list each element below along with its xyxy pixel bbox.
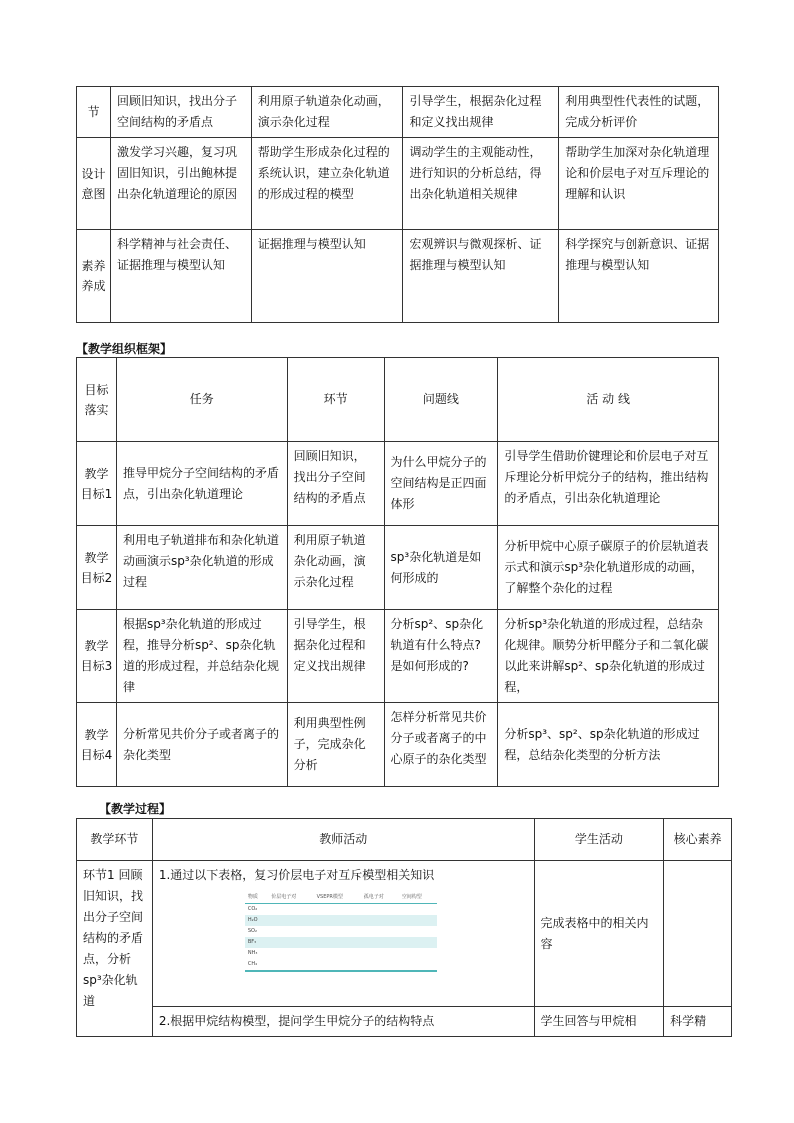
table-row	[77, 1007, 732, 1037]
row-label: 节	[77, 87, 111, 138]
table-row	[77, 230, 719, 323]
step-cell: 环节1 回顾旧知识，找出分子空间结构的矛盾点，分析sp³杂化轨道	[77, 861, 153, 1037]
mini-table-header	[245, 892, 437, 904]
teacher-activity-cell: 2.根据甲烷结构模型，提问学生甲烷分子的结构特点	[152, 1007, 534, 1037]
vsepr-table-figure	[245, 892, 437, 972]
question-cell: 怎样分析常见共价分子或者离子的中心原子的杂化类型	[384, 703, 498, 787]
mini-header: VSEPR模型	[314, 892, 361, 904]
table-header-row	[77, 358, 719, 442]
process-table	[76, 818, 732, 1037]
mini-header: 物质	[245, 892, 268, 904]
table-cell: 帮助学生加深对杂化轨道理论和价层电子对互斥理论的理解和认识	[559, 138, 719, 230]
table-header-row	[77, 819, 732, 861]
table-cell: 宏观辨识与微观探析、证据推理与模型认知	[403, 230, 559, 323]
header-step: 环节	[287, 358, 384, 442]
activity-cell: 分析sp³杂化轨道的形成过程，总结杂化规律。顺势分析甲醛分子和二氧化碳以此来讲解sp²、sp杂化轨道的形成过程，	[498, 610, 719, 703]
table-row	[77, 138, 719, 230]
mini-cell: BF₃	[245, 937, 268, 948]
mini-row	[245, 959, 437, 971]
mini-row	[245, 948, 437, 959]
header-step: 教学环节	[77, 819, 153, 861]
row-label-literacy: 素养养成	[77, 230, 111, 323]
framework-table	[76, 357, 719, 787]
mini-cell: CH₄	[245, 959, 268, 971]
table-cell: 科学精神与社会责任、证据推理与模型认知	[110, 230, 251, 323]
step-cell: 回顾旧知识，找出分子空间结构的矛盾点	[287, 442, 384, 526]
goal-cell: 教学目标2	[77, 526, 117, 610]
student-activity-cell: 学生回答与甲烷相	[534, 1007, 664, 1037]
table-cell: 利用原子轨道杂化动画，演示杂化过程	[251, 87, 403, 138]
mini-row	[245, 915, 437, 926]
activity-cell: 分析sp³、sp²、sp杂化轨道的形成过程，总结杂化类型的分析方法	[498, 703, 719, 787]
mini-header: 价层电子对	[268, 892, 313, 904]
table-row	[77, 442, 719, 526]
section-title-framework: 【教学组织框架】	[76, 342, 173, 356]
table-cell: 证据推理与模型认知	[251, 230, 403, 323]
header-goal: 目标落实	[77, 358, 117, 442]
question-cell: 为什么甲烷分子的空间结构是正四面体形	[384, 442, 498, 526]
header-teacher: 教师活动	[152, 819, 534, 861]
table-cell: 回顾旧知识，找出分子空间结构的矛盾点	[110, 87, 251, 138]
section-title-process: 【教学过程】	[99, 802, 172, 816]
table-row	[77, 861, 732, 1007]
activity-cell: 分析甲烷中心原子碳原子的价层轨道表示式和演示sp³杂化轨道形成的动画，了解整个杂化的过程	[498, 526, 719, 610]
table-row	[77, 610, 719, 703]
table-cell: 调动学生的主观能动性，进行知识的分析总结，得出杂化轨道相关规律	[403, 138, 559, 230]
table-cell: 科学探究与创新意识、证据推理与模型认知	[559, 230, 719, 323]
table-cell: 激发学习兴趣，复习巩固旧知识，引出鲍林提出杂化轨道理论的原因	[110, 138, 251, 230]
goal-cell: 教学目标3	[77, 610, 117, 703]
mini-header: 空间构型	[399, 892, 437, 904]
task-cell: 分析常见共价分子或者离子的杂化类型	[116, 703, 287, 787]
task-cell: 利用电子轨道排布和杂化轨道动画演示sp³杂化轨道的形成过程	[116, 526, 287, 610]
student-activity-cell: 完成表格中的相关内容	[534, 861, 664, 1007]
task-cell: 推导甲烷分子空间结构的矛盾点，引出杂化轨道理论	[116, 442, 287, 526]
mini-cell: H₂O	[245, 915, 268, 926]
question-cell: sp³杂化轨道是如何形成的	[384, 526, 498, 610]
task-cell: 根据sp³杂化轨道的形成过程，推导分析sp²、sp杂化轨道的形成过程，并总结杂化规律	[116, 610, 287, 703]
header-activity: 活 动 线	[498, 358, 719, 442]
table-row	[77, 526, 719, 610]
header-question: 问题线	[384, 358, 498, 442]
teacher-activity-cell	[152, 861, 534, 1007]
table-cell: 引导学生，根据杂化过程和定义找出规律	[403, 87, 559, 138]
header-core: 核心素养	[664, 819, 732, 861]
header-task: 任务	[116, 358, 287, 442]
mini-row	[245, 904, 437, 916]
objectives-table	[76, 86, 719, 323]
step-cell: 利用典型性例子，完成杂化分析	[287, 703, 384, 787]
mini-cell: CO₂	[247, 906, 258, 912]
step-cell: 利用原子轨道杂化动画，演示杂化过程	[287, 526, 384, 610]
goal-cell: 教学目标4	[77, 703, 117, 787]
mini-cell: NH₃	[247, 950, 258, 956]
core-cell	[664, 861, 732, 1007]
question-cell: 分析sp²、sp杂化轨道有什么特点?是如何形成的?	[384, 610, 498, 703]
table-cell: 帮助学生形成杂化过程的系统认识，建立杂化轨道的形成过程的模型	[251, 138, 403, 230]
table-row	[77, 703, 719, 787]
core-cell: 科学精	[664, 1007, 732, 1037]
mini-header: 孤电子对	[361, 892, 399, 904]
step-cell: 引导学生，根据杂化过程和定义找出规律	[287, 610, 384, 703]
activity-cell: 引导学生借助价键理论和价层电子对互斥理论分析甲烷分子的结构，推出结构的矛盾点，引出杂化轨道理论	[498, 442, 719, 526]
teacher-activity-text: 1.通过以下表格，复习价层电子对互斥模型相关知识	[158, 868, 435, 882]
header-student: 学生活动	[534, 819, 664, 861]
mini-row	[245, 926, 437, 937]
goal-cell: 教学目标1	[77, 442, 117, 526]
row-label-design: 设计意图	[77, 138, 111, 230]
table-cell: 利用典型性代表性的试题，完成分析评价	[559, 87, 719, 138]
mini-cell: SO₂	[247, 928, 257, 934]
mini-row	[245, 937, 437, 948]
table-row	[77, 87, 719, 138]
